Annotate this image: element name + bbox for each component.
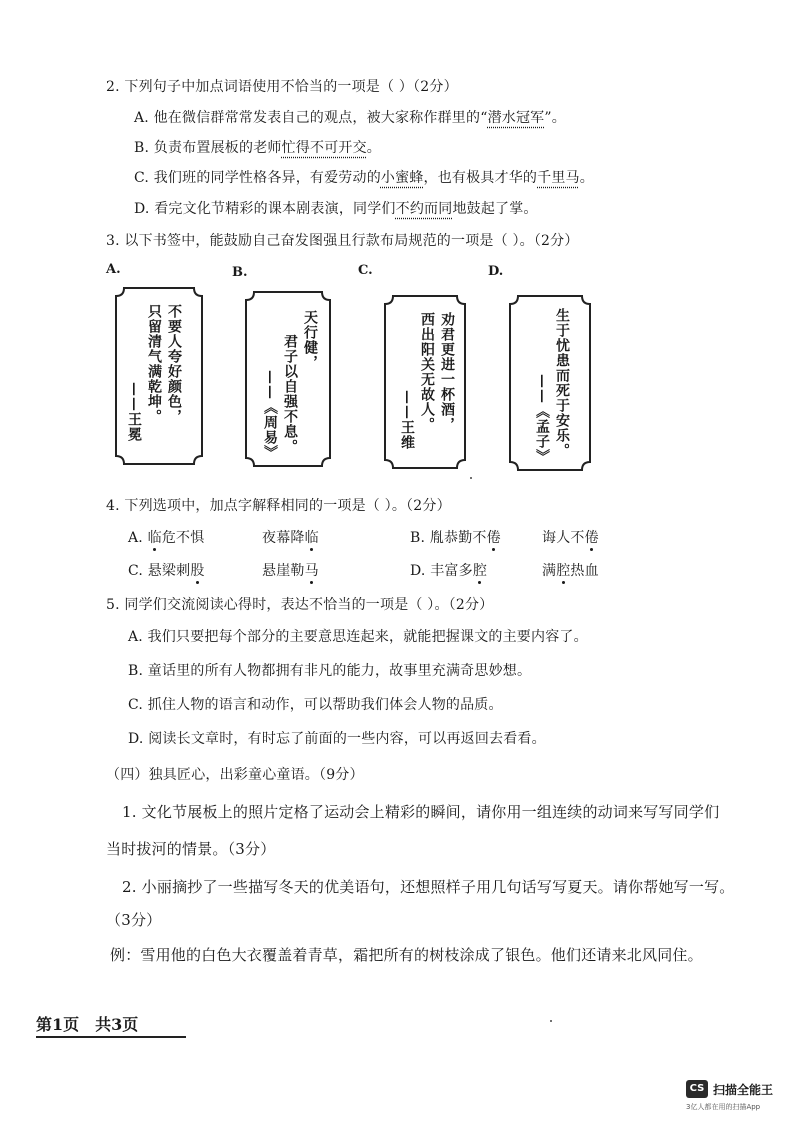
q2-c-dotted-1: 小蜜蜂 xyxy=(380,170,424,186)
bookmark-d-col-1: 生于忧患而死于安乐。 xyxy=(554,308,570,458)
q2-stem: 2. 下列句子中加点词语使用不恰当的一项是（ ）（2分） xyxy=(106,79,458,95)
camscanner-logo-icon: CS xyxy=(686,1080,708,1098)
q4-a2-text: 夜幕降 xyxy=(262,530,305,546)
q5-stem: 5. 同学们交流阅读心得时，表达不恰当的一项是（ ）。（2分） xyxy=(106,597,494,613)
bookmark-b-col-1: 天行健， xyxy=(302,310,318,370)
bookmark-a-col-3: ——王冕 xyxy=(126,382,142,442)
bookmark-b-col-2: 君子以自强不息。 xyxy=(282,334,298,454)
q4-d1-dotted: 腔 xyxy=(472,563,488,579)
q2-a-text: A. 他在微信群常常发表自己的观点，被大家称作群里的“ xyxy=(134,110,488,126)
q4-d2-dotted: 腔 xyxy=(556,563,571,579)
q4-option-b2 xyxy=(542,527,599,547)
q2-d-tail: 地鼓起了掌。 xyxy=(452,201,538,217)
q2-d-dotted: 不约而同 xyxy=(395,201,453,217)
page-number: 第1页 共3页 xyxy=(36,1015,139,1034)
q2-c-tail: 。 xyxy=(579,170,594,186)
camscanner-name: 扫描全能王 xyxy=(713,1083,774,1097)
q4-b1-dotted: 倦 xyxy=(486,530,501,546)
q4-c1-text: C. 悬梁刺 xyxy=(128,563,191,579)
q4-d2-text: 满 xyxy=(542,563,557,579)
q3-label-a: A. xyxy=(106,262,121,277)
q2-b-dotted: 忙得不可开交 xyxy=(281,140,367,156)
bookmark-c-col-2: 西出阳关无故人。 xyxy=(419,312,435,432)
q5-option-b: B. 童话里的所有人物都拥有非凡的能力，故事里充满奇思妙想。 xyxy=(128,663,532,679)
q4-option-d1 xyxy=(410,560,487,580)
q2-a-dotted: 潜水冠军 xyxy=(487,110,545,126)
bookmark-c xyxy=(383,294,467,470)
bookmark-c-col-1: 劝君更进一杯酒， xyxy=(439,312,455,432)
footer-rule xyxy=(36,1036,186,1038)
q2-option-b xyxy=(134,137,381,157)
q2-option-c xyxy=(134,167,594,187)
q2-c-dotted-2: 千里马 xyxy=(537,170,580,186)
q4-b2-text: 诲人不 xyxy=(542,530,585,546)
q2-d-text: D. 看完文化节精彩的课本剧表演，同学们 xyxy=(134,201,396,217)
q4-a1-text: A. xyxy=(128,530,148,546)
q2-option-d xyxy=(134,198,538,218)
bookmark-a-col-1: 不要人夸好颜色， xyxy=(166,304,182,424)
q4-c2-text: 悬崖勒 xyxy=(262,563,305,579)
q4-option-b1 xyxy=(410,527,501,547)
bookmark-a xyxy=(114,286,204,466)
q4-option-d2 xyxy=(542,560,599,580)
q4-a1-tail: 危不惧 xyxy=(161,530,205,546)
bookmark-d-col-2: ——《孟子》 xyxy=(534,374,550,464)
bookmark-d xyxy=(508,294,592,472)
q4-c1-dotted: 股 xyxy=(190,563,205,579)
scan-speck-2 xyxy=(550,1020,552,1022)
q4-option-c2 xyxy=(262,560,319,580)
q4-d2-tail: 热血 xyxy=(570,563,599,579)
s4-example: 例：雪用他的白色大衣覆盖着青草，霜把所有的树枝涂成了银色。他们还请来北风同住。 xyxy=(110,946,703,964)
s4-q2-line2: （3分） xyxy=(106,911,162,929)
q4-option-c1 xyxy=(128,560,205,580)
q2-b-text: B. 负责布置展板的老师 xyxy=(134,140,282,156)
q4-d1-text: D. 丰富多 xyxy=(410,563,473,579)
q4-option-a1 xyxy=(128,527,204,547)
q5-option-d: D. 阅读长文章时，有时忘了前面的一些内容，可以再返回去看看。 xyxy=(128,731,546,747)
q5-option-c: C. 抓住人物的语言和动作，可以帮助我们体会人物的品质。 xyxy=(128,697,503,713)
q2-option-a xyxy=(134,107,566,127)
q4-a1-dotted: 临 xyxy=(147,530,162,546)
q4-c2-dotted: 马 xyxy=(304,563,319,579)
q4-b1-text: B. 胤恭勤不 xyxy=(410,530,487,546)
q3-label-d: D. xyxy=(488,264,504,279)
q4-b2-dotted: 倦 xyxy=(584,530,599,546)
q2-b-tail: 。 xyxy=(366,140,381,156)
q3-label-b: B. xyxy=(232,265,248,280)
s4-q1-line2: 当时拔河的情景。（3分） xyxy=(106,840,276,858)
q4-stem: 4. 下列选项中，加点字解释相同的一项是（ ）。（2分） xyxy=(106,498,451,514)
s4-q2-line1: 2. 小丽摘抄了一些描写冬天的优美语句，还想照样子用几句话写写夏天。请你帮她写一写。 xyxy=(122,878,735,896)
q2-a-tail: ”。 xyxy=(544,110,566,126)
q4-option-a2 xyxy=(262,527,319,547)
bookmark-a-col-2: 只留清气满乾坤。 xyxy=(146,304,162,424)
scan-speck xyxy=(470,477,472,479)
q4-a2-dotted: 临 xyxy=(304,530,319,546)
q3-label-c: C. xyxy=(358,263,373,278)
s4-q1-line1: 1. 文化节展板上的照片定格了运动会上精彩的瞬间，请你用一组连续的动词来写写同学们 xyxy=(122,803,720,821)
bookmark-c-col-3: ——王维 xyxy=(399,390,415,450)
q3-stem: 3. 以下书签中，能鼓励自己奋发图强且行款布局规范的一项是（ ）。（2分） xyxy=(106,233,579,249)
bookmark-b xyxy=(244,290,332,468)
camscanner-tagline: 3亿人都在用的扫描App xyxy=(686,1103,761,1111)
section4-heading: （四）独具匠心，出彩童心童语。（9分） xyxy=(106,767,364,783)
q5-option-a: A. 我们只要把每个部分的主要意思连起来，就能把握课文的主要内容了。 xyxy=(128,629,588,645)
q2-c-text: C. 我们班的同学性格各异，有爱劳动的 xyxy=(134,170,381,186)
bookmark-d-frame xyxy=(508,294,592,472)
q2-c-mid: ，也有极具才华的 xyxy=(423,170,538,186)
bookmark-b-col-3: ——《周易》 xyxy=(262,370,278,460)
